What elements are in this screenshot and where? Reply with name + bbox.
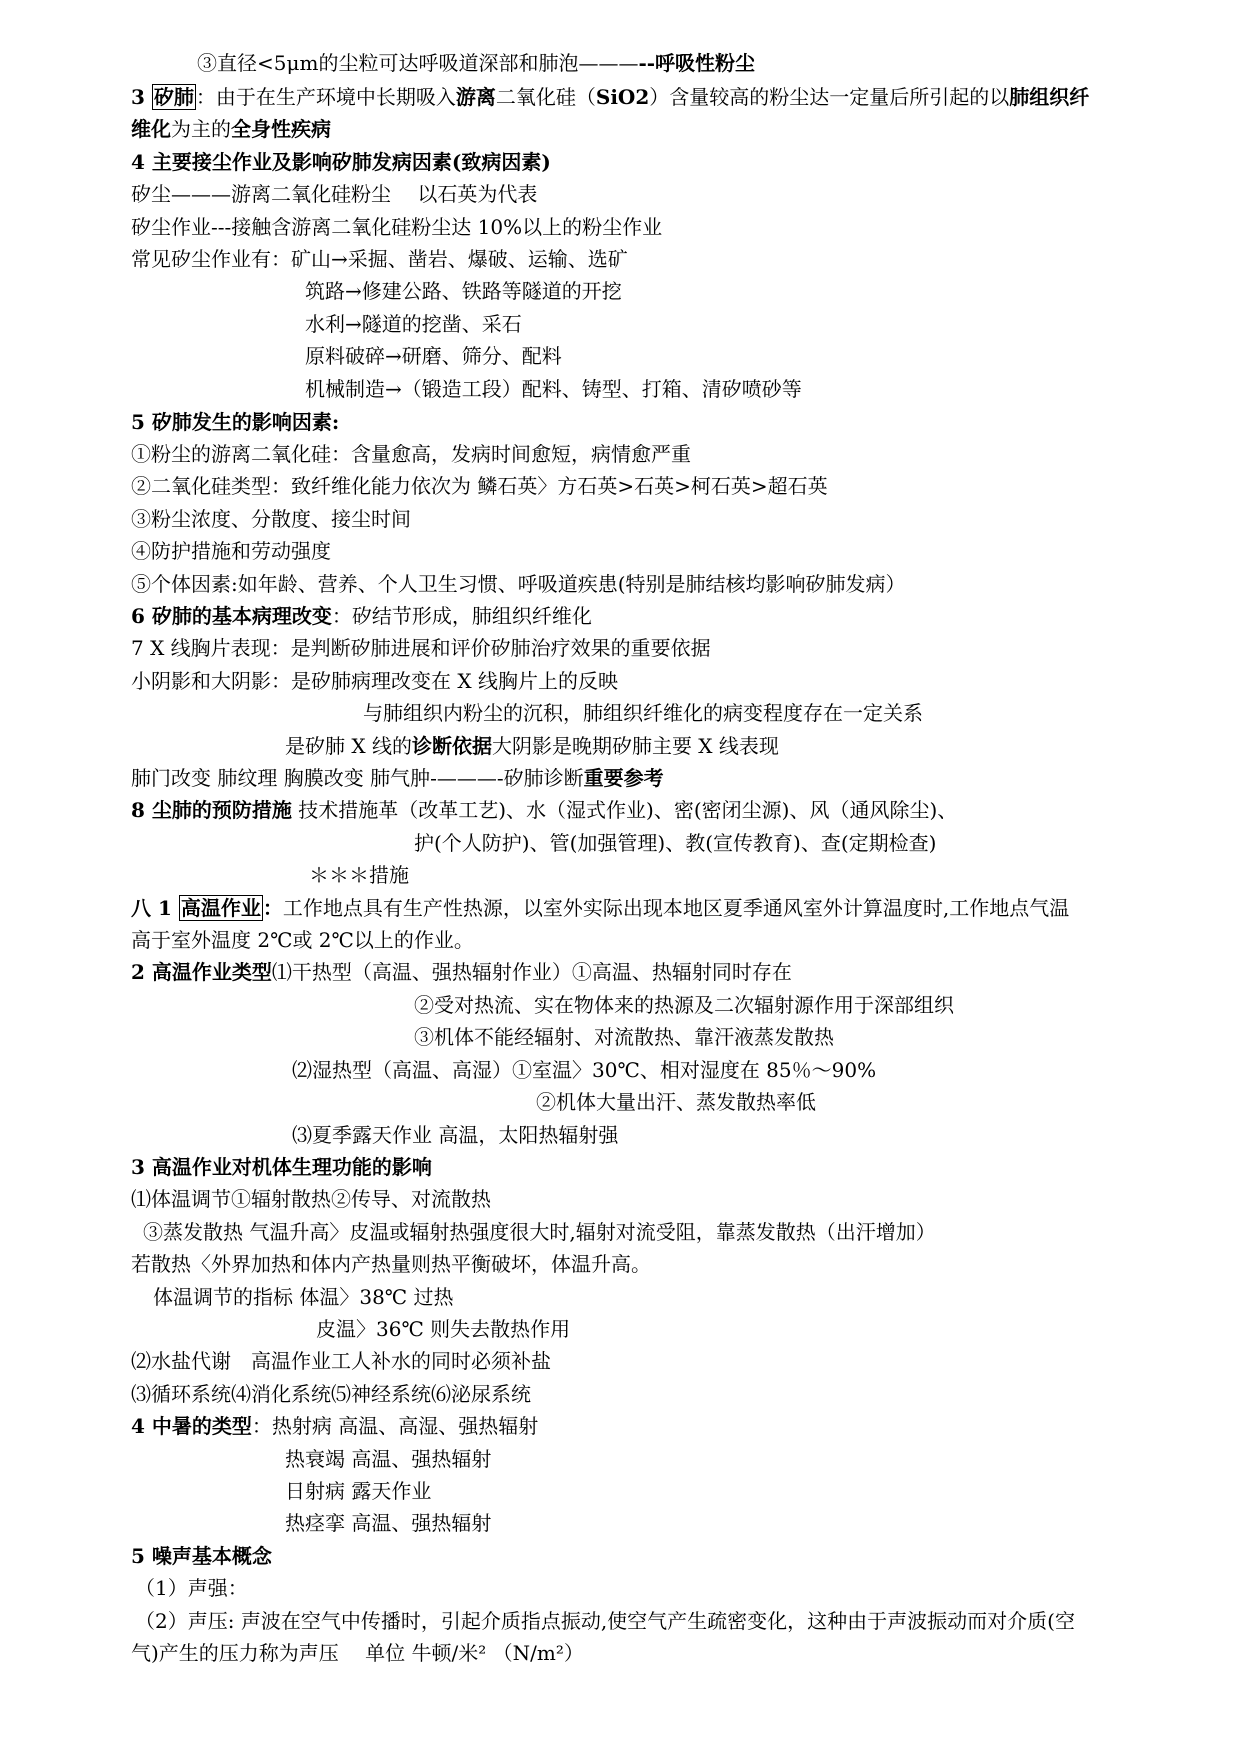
text-line: ⑶夏季露天作业 高温，太阳热辐射强 bbox=[292, 1123, 619, 1147]
text-line: 水利→隧道的挖凿、采石 bbox=[305, 312, 522, 336]
text-line: 小阴影和大阴影：是矽肺病理改变在 X 线胸片上的反映 bbox=[131, 669, 618, 693]
text-line: 与肺组织内粉尘的沉积，肺组织纤维化的病变程度存在一定关系 bbox=[363, 701, 923, 725]
text-line: 6 矽肺的基本病理改变：矽结节形成，肺组织纤维化 bbox=[131, 604, 592, 628]
text-line: ＊＊＊措施 bbox=[309, 863, 409, 887]
text-line: 日射病 露天作业 bbox=[285, 1479, 432, 1503]
text-line: 8 尘肺的预防措施 技术措施革（改革工艺)、水（湿式作业)、密(密闭尘源)、风（通风除尘)、 bbox=[131, 798, 958, 822]
text-line: ③蒸发散热 气温升高〉皮温或辐射热强度很大时,辐射对流受阻，靠蒸发散热（出汗增加） bbox=[143, 1220, 936, 1244]
text-line: 矽尘作业---接触含游离二氧化硅粉尘达 10%以上的粉尘作业 bbox=[131, 215, 663, 239]
text-line: （1）声强： bbox=[135, 1576, 248, 1600]
text-line: 若散热〈外界加热和体内产热量则热平衡破坏，体温升高。 bbox=[131, 1252, 651, 1276]
text-line: 热衰竭 高温、强热辐射 bbox=[285, 1447, 492, 1471]
text-line: ①粉尘的游离二氧化硅：含量愈高，发病时间愈短，病情愈严重 bbox=[131, 442, 691, 466]
text-line: 体温调节的指标 体温〉38℃ 过热 bbox=[153, 1285, 454, 1309]
text-line: ②二氧化硅类型：致纤维化能力依次为 鳞石英〉方石英>石英>柯石英>超石英 bbox=[131, 474, 828, 498]
text-line: 机械制造→（锻造工段）配料、铸型、打箱、清矽喷砂等 bbox=[305, 377, 802, 401]
text-line: ⑤个体因素:如年龄、营养、个人卫生习惯、呼吸道疾患(特别是肺结核均影响矽肺发病） bbox=[131, 572, 906, 596]
text-line: ⑶循环系统⑷消化系统⑸神经系统⑹泌尿系统 bbox=[131, 1382, 531, 1406]
text-line: 肺门改变 肺纹理 胸膜改变 肺气肿-———-矽肺诊断重要参考 bbox=[131, 766, 664, 790]
text-line: 原料破碎→研磨、筛分、配料 bbox=[305, 344, 562, 368]
text-line: ③粉尘浓度、分散度、接尘时间 bbox=[131, 507, 411, 531]
text-line: ⑴体温调节①辐射散热②传导、对流散热 bbox=[131, 1187, 491, 1211]
text-line: 皮温〉36℃ 则失去散热作用 bbox=[316, 1317, 571, 1341]
text-line: 7 X 线胸片表现：是判断矽肺进展和评价矽肺治疗效果的重要依据 bbox=[131, 636, 711, 660]
text-line: 矽尘———游离二氧化硅粉尘 以石英为代表 bbox=[131, 182, 538, 206]
text-line: ⑵水盐代谢 高温作业工人补水的同时必须补盐 bbox=[131, 1349, 551, 1373]
text-line: 2 高温作业类型⑴干热型（高温、强热辐射作业）①高温、热辐射同时存在 bbox=[131, 960, 792, 984]
text-line: ③直径<5μm的尘粒可达呼吸道深部和肺泡———--呼吸性粉尘 bbox=[197, 51, 756, 75]
text-line: 5 矽肺发生的影响因素: bbox=[131, 410, 340, 434]
text-line: ④防护措施和劳动强度 bbox=[131, 539, 331, 563]
text-line: 护(个人防护)、管(加强管理)、教(宣传教育)、查(定期检查) bbox=[414, 831, 937, 855]
text-line: 4 中暑的类型：热射病 高温、高湿、强热辐射 bbox=[131, 1414, 539, 1438]
text-line: 高于室外温度 2℃或 2℃以上的作业。 bbox=[131, 928, 474, 952]
text-line: 维化为主的全身性疾病 bbox=[131, 117, 331, 141]
text-line: ⑵湿热型（高温、高湿）①室温〉30℃、相对湿度在 85％～90% bbox=[292, 1058, 877, 1082]
text-line: ②机体大量出汗、蒸发散热率低 bbox=[536, 1090, 816, 1114]
text-line: 八 1 高温作业 ：工作地点具有生产性热源，以室外实际出现本地区夏季通风室外计算温度时,工作地点气温 bbox=[131, 896, 1070, 920]
text-line: 热痉挛 高温、强热辐射 bbox=[285, 1511, 492, 1535]
text-line: ③机体不能经辐射、对流散热、靠汗液蒸发散热 bbox=[414, 1025, 834, 1049]
text-line: 3 高温作业对机体生理功能的影响 bbox=[131, 1155, 432, 1179]
term-box: 高温作业 bbox=[180, 896, 261, 920]
text-line: ②受对热流、实在物体来的热源及二次辐射源作用于深部组织 bbox=[414, 993, 954, 1017]
text-line: 是矽肺 X 线的诊断依据大阴影是晚期矽肺主要 X 线表现 bbox=[285, 734, 779, 758]
text-line: 5 噪声基本概念 bbox=[131, 1544, 272, 1568]
text-line: 3 矽肺 ：由于在生产环境中长期吸入游离二氧化硅（SiO2）含量较高的粉尘达一定量后所引起的以肺组织纤 bbox=[131, 85, 1090, 109]
term-box: 矽肺 bbox=[153, 85, 194, 109]
text-line: 筑路→修建公路、铁路等隧道的开挖 bbox=[305, 279, 622, 303]
text-line: 气)产生的压力称为声压 单位 牛顿/米² （N/m²） bbox=[131, 1641, 584, 1665]
text-line: （2）声压: 声波在空气中传播时，引起介质指点振动,使空气产生疏密变化，这种由于声波振动而对介质(空 bbox=[135, 1609, 1075, 1633]
text-line: 4 主要接尘作业及影响矽肺发病因素(致病因素) bbox=[131, 150, 551, 174]
text-line: 常见矽尘作业有：矿山→采掘、凿岩、爆破、运输、选矿 bbox=[131, 247, 628, 271]
